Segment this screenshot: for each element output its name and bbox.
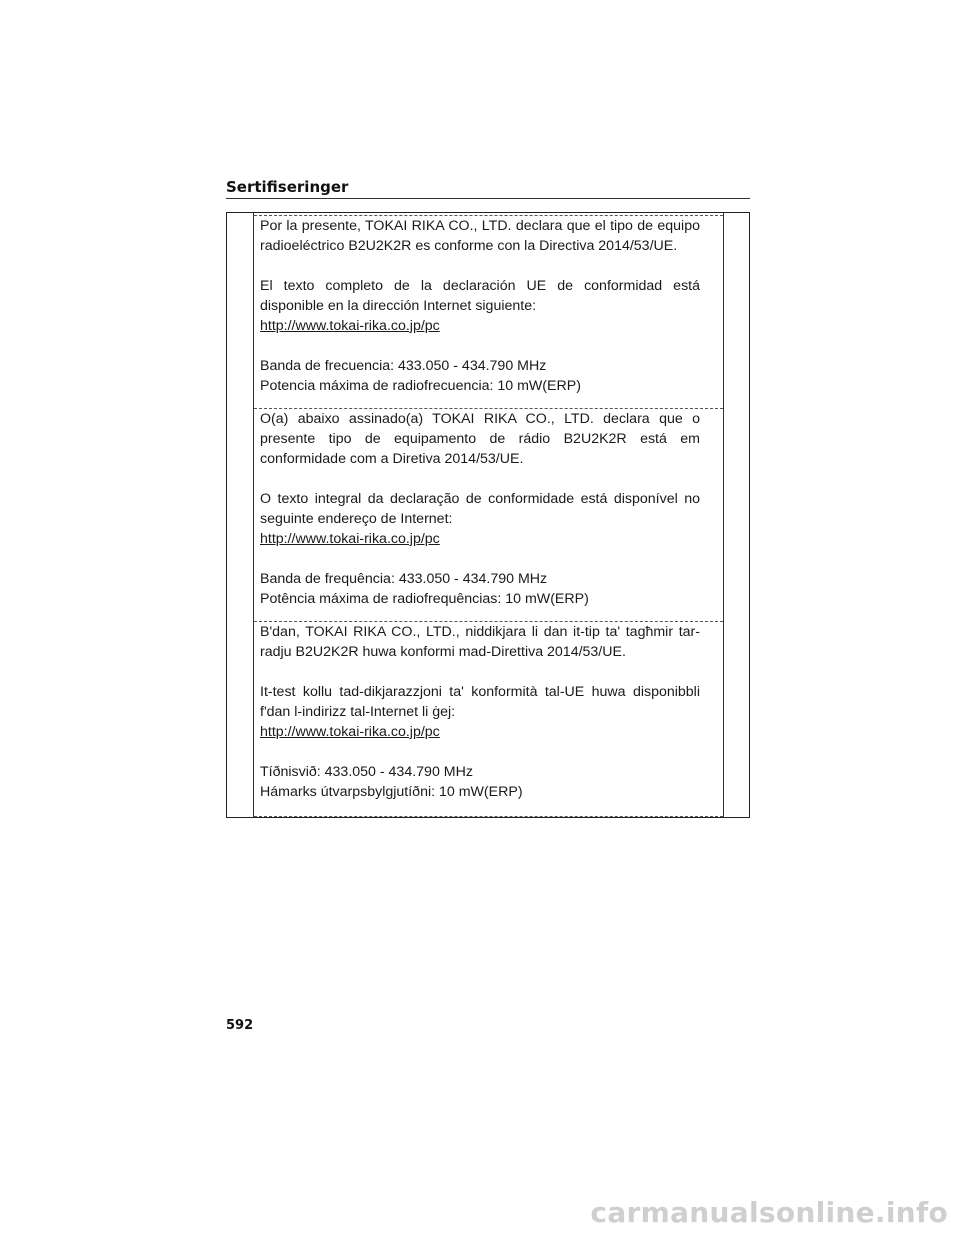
declaration-availability: El texto completo de la declaración UE de conformidad está disponible en la dirección Internet siguiente: (260, 278, 700, 314)
declaration-paragraph: B'dan, TOKAI RIKA CO., LTD., niddikjara li dan it-tip ta' tagħmir tar-radju B2U2K2R huwa konformi mad-Direttiva 2014/53/UE. (260, 624, 700, 660)
declaration-link[interactable]: http://www.tokai-rika.co.jp/pc (260, 318, 440, 334)
frequency-band: Banda de frequência: 433.050 - 434.790 MHz (260, 571, 548, 587)
declaration-maltese (254, 621, 723, 817)
declaration-link[interactable]: http://www.tokai-rika.co.jp/pc (260, 724, 440, 740)
max-power: Hámarks útvarpsbylgjutíðni: 10 mW(ERP) (260, 784, 523, 800)
title-divider (226, 198, 750, 199)
declaration-paragraph: O(a) abaixo assinado(a) TOKAI RIKA CO., LTD. declara que o presente tipo de equipamento de rádio B2U2K2R está em conformidade com a Diretiva 2014/53/UE. (260, 411, 700, 467)
declaration-paragraph: Por la presente, TOKAI RIKA CO., LTD. declara que el tipo de equipo radioeléctrico B2U2K2R es conforme con la Directiva 2014/53/UE. (260, 218, 700, 254)
page-number: 592 (226, 1018, 254, 1033)
max-power: Potência máxima de radiofrequências: 10 mW(ERP) (260, 591, 589, 607)
declaration-availability: It-test kollu tad-dikjarazzjoni ta' konformità tal-UE huwa disponibbli f'dan l-indirizz tal-Internet li ġej: (260, 684, 700, 720)
frequency-band: Tíðnisvið: 433.050 - 434.790 MHz (260, 764, 473, 780)
watermark: carmanualsonline.info (590, 1196, 948, 1229)
declaration-spanish (254, 215, 723, 408)
section-title: Sertifiseringer (226, 178, 349, 196)
declaration-link[interactable]: http://www.tokai-rika.co.jp/pc (260, 531, 440, 547)
declaration-availability: O texto integral da declaração de conformidade está disponível no seguinte endereço de Internet: (260, 491, 700, 527)
declaration-portuguese (254, 408, 723, 620)
max-power: Potencia máxima de radiofrecuencia: 10 mW(ERP) (260, 378, 581, 394)
frequency-band: Banda de frecuencia: 433.050 - 434.790 MHz (260, 358, 547, 374)
